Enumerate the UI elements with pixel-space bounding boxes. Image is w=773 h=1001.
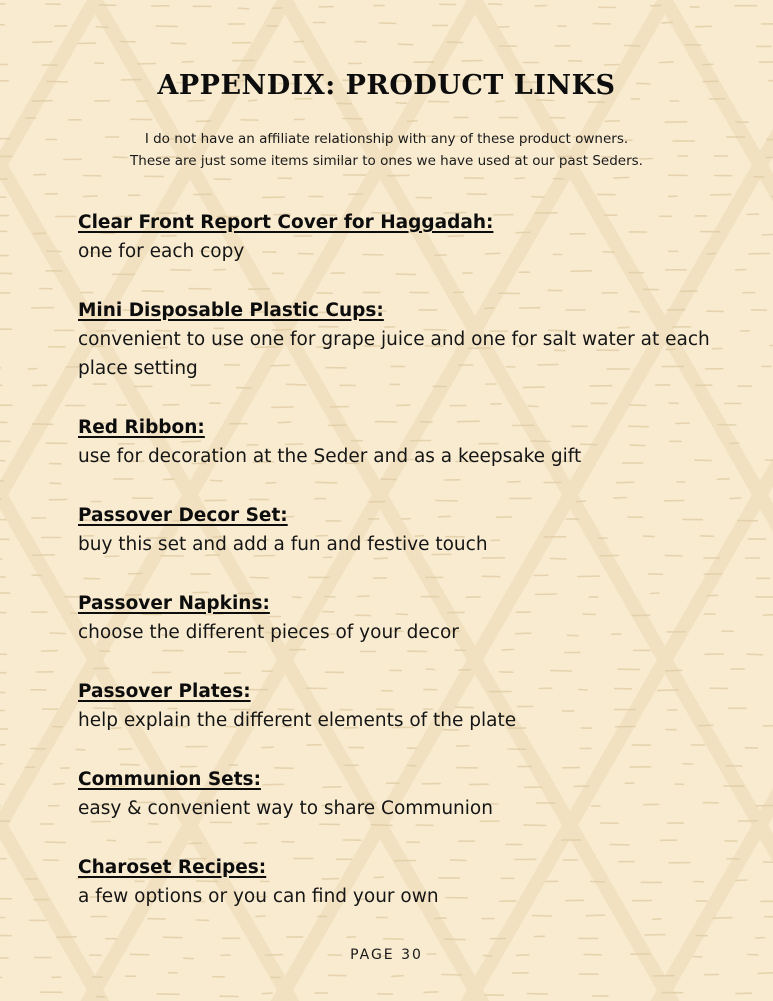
disclaimer-line: I do not have an affiliate relationship with any of these product owners. — [144, 131, 629, 147]
product-description: a few options or you can find your own — [78, 886, 439, 907]
product-link[interactable]: Passover Napkins: — [78, 593, 270, 614]
product-item — [78, 296, 718, 383]
product-item — [78, 208, 718, 266]
product-description: convenient to use one for grape juice and one for salt water at each place setting — [78, 329, 710, 379]
product-item — [78, 501, 718, 559]
product-link[interactable]: Charoset Recipes: — [78, 857, 267, 878]
product-link[interactable]: Passover Plates: — [78, 681, 251, 702]
product-link[interactable]: Clear Front Report Cover for Haggadah: — [78, 212, 494, 233]
product-description: choose the different pieces of your decor — [78, 622, 459, 643]
product-description: help explain the different elements of the plate — [78, 710, 517, 731]
disclaimer-text — [0, 128, 773, 172]
page-number: PAGE 30 — [350, 947, 423, 963]
product-list — [78, 208, 718, 941]
product-link[interactable]: Mini Disposable Plastic Cups: — [78, 300, 384, 321]
product-description: easy & convenient way to share Communion — [78, 798, 493, 819]
product-item — [78, 413, 718, 471]
product-description: buy this set and add a fun and festive touch — [78, 534, 488, 555]
product-item — [78, 589, 718, 647]
product-item — [78, 853, 718, 911]
product-item — [78, 677, 718, 735]
disclaimer-line: These are just some items similar to ones we have used at our past Seders. — [130, 153, 643, 169]
product-description: use for decoration at the Seder and as a keepsake gift — [78, 446, 582, 467]
product-item — [78, 765, 718, 823]
page-title: APPENDIX: PRODUCT LINKS — [157, 70, 616, 101]
product-link[interactable]: Passover Decor Set: — [78, 505, 288, 526]
product-link[interactable]: Red Ribbon: — [78, 417, 205, 438]
product-link[interactable]: Communion Sets: — [78, 769, 261, 790]
product-description: one for each copy — [78, 241, 245, 262]
